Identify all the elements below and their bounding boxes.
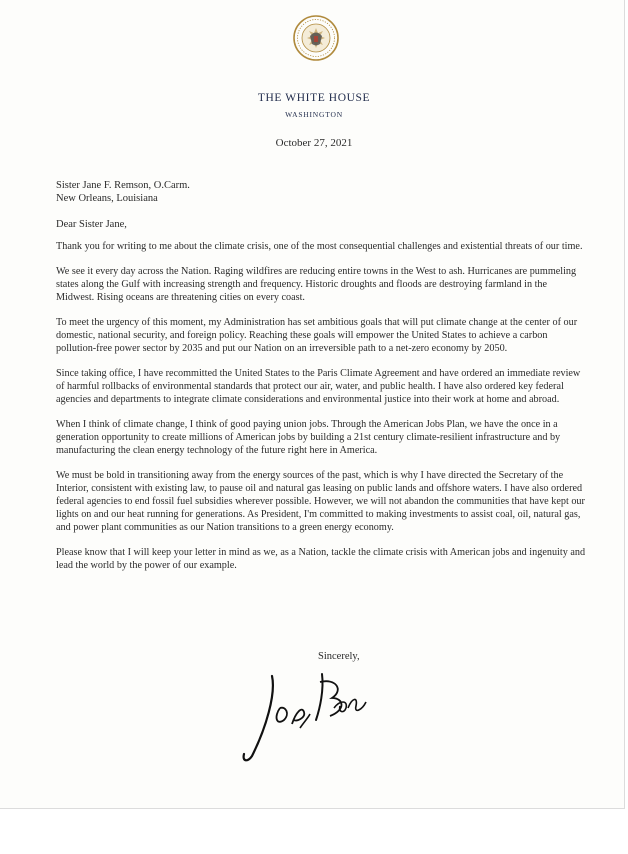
recipient-name: Sister Jane F. Remson, O.Carm. — [56, 180, 190, 191]
paragraph-3: To meet the urgency of this moment, my Administration has set ambitious goals that will put climate change at the center of our domestic, national security, and foreign policy. Reaching these goals will empower the United States to achieve a carbon pollution-free power sector by 2035 and put our Nation on an irreversible path to a net-zero economy by 2050. — [56, 317, 578, 354]
letter-date: October 27, 2021 — [275, 137, 353, 149]
letter-body — [56, 241, 586, 585]
salutation: Dear Sister Jane, — [56, 219, 127, 230]
paragraph-7: Please know that I will keep your letter in mind as we, as a Nation, tackle the climate crisis with American jobs and ingenuity and lead the world by the power of our example. — [56, 546, 586, 571]
paragraph-6: We must be bold in transitioning away from the energy sources of the past, which is why I have directed the Secretary of the Interior, consistent with existing law, to pause oil and natural gas leasing on public lands and offshore waters. I have also ordered federal agencies to end fossil fuel subsidies wherever possible. However, we will not abandon the communities that have kept our lights on and our heat running for generations. As President, I'm committed to making investments to assist coal, oil, natural gas, and power plant communities as our Nation transitions to a green energy economy. — [56, 470, 585, 533]
recipient-location: New Orleans, Louisiana — [56, 193, 158, 204]
letterhead-subtitle: WASHINGTON — [285, 110, 343, 119]
letterhead-title: THE WHITE HOUSE — [257, 92, 371, 104]
paragraph-4: Since taking office, I have recommitted the United States to the Paris Climate Agreement and have ordered an immediate review of harmful rollbacks of environmental standards that protect our air, water, and public health. I have also ordered key federal agencies and departments to integrate climate considerations and environmental justice into their work at home and abroad. — [56, 368, 581, 405]
paragraph-1: Thank you for writing to me about the climate crisis, one of the most consequential challenges and existential threats of our time. — [56, 241, 583, 252]
closing: Sincerely, — [318, 651, 360, 662]
presidential-seal-icon — [292, 14, 340, 62]
recipient-address — [56, 179, 190, 205]
handwritten-signature-icon — [236, 668, 376, 766]
paragraph-2: We see it every day across the Nation. Raging wildfires are reducing entire towns in the West to ash. Hurricanes are pummeling states along the Gulf with increasing strength and frequency. Historic droughts and floods are destroying farmland in the Midwest. Rising oceans are threatening cities on every coast. — [56, 266, 577, 303]
paragraph-5: When I think of climate change, I think of good paying union jobs. Through the American Jobs Plan, we have the once in a generation opportunity to create millions of American jobs by building a 21st century climate-resilient infrastructure and by manufacturing the clean energy technology of the future right here in America. — [56, 419, 561, 456]
